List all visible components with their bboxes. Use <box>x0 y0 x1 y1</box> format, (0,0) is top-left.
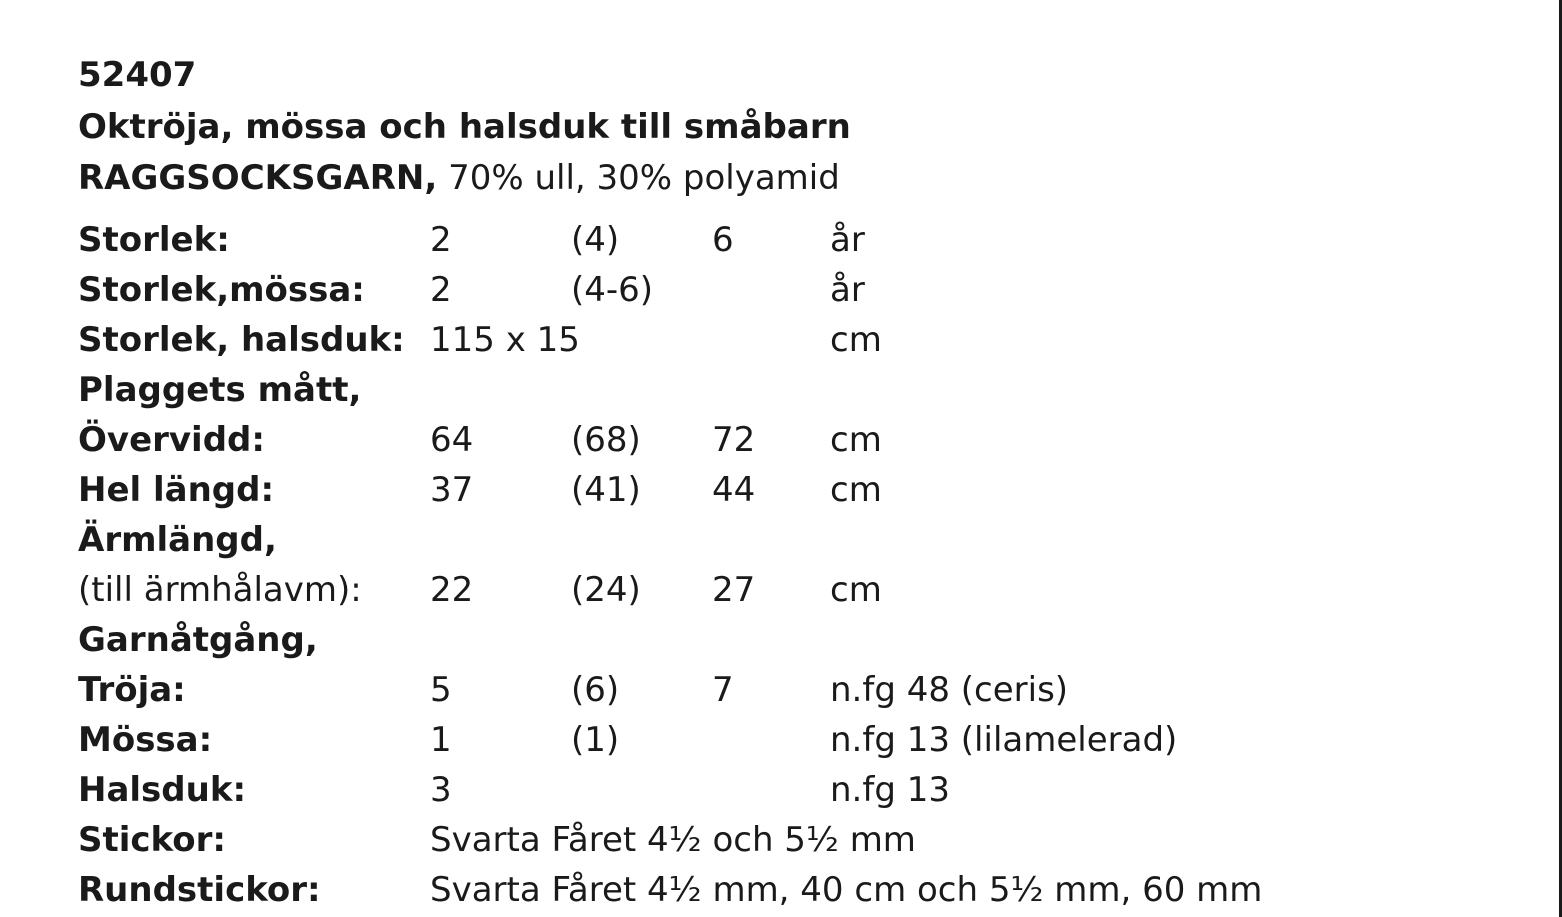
spec-row-sleeve-length <box>0 570 1562 610</box>
spec-row-sweater-yarn <box>0 670 1562 710</box>
value-size-1: 64 <box>430 420 474 460</box>
spec-row-size <box>0 220 1562 260</box>
unit: cm <box>830 320 882 360</box>
value-size-1: 1 <box>430 720 452 760</box>
value-size-2: (24) <box>571 570 641 610</box>
pattern-title: Oktröja, mössa och halsduk till småbarn <box>78 107 851 147</box>
yarn-composition: 70% ull, 30% polyamid <box>437 158 840 198</box>
needles-value: Svarta Fåret 4½ och 5½ mm <box>430 820 916 860</box>
row-label: Stickor: <box>78 820 226 860</box>
value-size-3: 72 <box>712 420 756 460</box>
value-size-2: (4) <box>571 220 620 260</box>
yarn-name: RAGGSOCKSGARN, <box>78 158 438 198</box>
row-label: (till ärmhålavm): <box>78 570 362 610</box>
row-label: Plaggets mått, <box>78 370 362 410</box>
value-size-3: 7 <box>712 670 734 710</box>
value-size-2: (68) <box>571 420 641 460</box>
row-label: Halsduk: <box>78 770 247 810</box>
spec-row-circular-needles <box>0 870 1562 910</box>
spec-row-yarn-requirement-heading <box>0 620 1562 660</box>
spec-row-hat-yarn <box>0 720 1562 760</box>
circular-needles-value: Svarta Fåret 4½ mm, 40 cm och 5½ mm, 60 mm <box>430 870 1263 910</box>
color-note: n.fg 48 (ceris) <box>830 670 1069 710</box>
row-label: Mössa: <box>78 720 213 760</box>
row-label: Garnåtgång, <box>78 620 318 660</box>
spec-row-needles <box>0 820 1562 860</box>
spec-row-hat-size <box>0 270 1562 310</box>
spec-row-scarf-size <box>0 320 1562 360</box>
row-label: Rundstickor: <box>78 870 321 910</box>
spec-row-scarf-yarn <box>0 770 1562 810</box>
row-label: Hel längd: <box>78 470 275 510</box>
spec-row-chest-width <box>0 420 1562 460</box>
unit: år <box>830 220 865 260</box>
row-label: Storlek, halsduk: <box>78 320 405 360</box>
value-size-3: 44 <box>712 470 756 510</box>
value-size-1: 115 x 15 <box>430 320 580 360</box>
row-label: Storlek: <box>78 220 230 260</box>
row-label: Övervidd: <box>78 420 265 460</box>
value-size-1: 5 <box>430 670 452 710</box>
row-label: Storlek,mössa: <box>78 270 365 310</box>
row-label: Ärmlängd, <box>78 520 277 560</box>
color-note: n.fg 13 <box>830 770 950 810</box>
unit: cm <box>830 470 882 510</box>
unit: år <box>830 270 865 310</box>
value-size-3: 6 <box>712 220 734 260</box>
value-size-2: (6) <box>571 670 620 710</box>
color-note: n.fg 13 (lilamelerad) <box>830 720 1178 760</box>
value-size-1: 22 <box>430 570 474 610</box>
spec-row-total-length <box>0 470 1562 510</box>
unit: cm <box>830 420 882 460</box>
spec-row-garment-measurements-heading <box>0 370 1562 410</box>
pattern-number: 52407 <box>78 55 197 95</box>
value-size-2: (1) <box>571 720 620 760</box>
unit: cm <box>830 570 882 610</box>
value-size-3: 27 <box>712 570 756 610</box>
value-size-1: 2 <box>430 220 452 260</box>
value-size-2: (4-6) <box>571 270 654 310</box>
value-size-1: 37 <box>430 470 474 510</box>
value-size-1: 3 <box>430 770 452 810</box>
value-size-2: (41) <box>571 470 641 510</box>
value-size-1: 2 <box>430 270 452 310</box>
spec-row-sleeve-length-heading <box>0 520 1562 560</box>
row-label: Tröja: <box>78 670 186 710</box>
yarn-line <box>78 158 840 198</box>
